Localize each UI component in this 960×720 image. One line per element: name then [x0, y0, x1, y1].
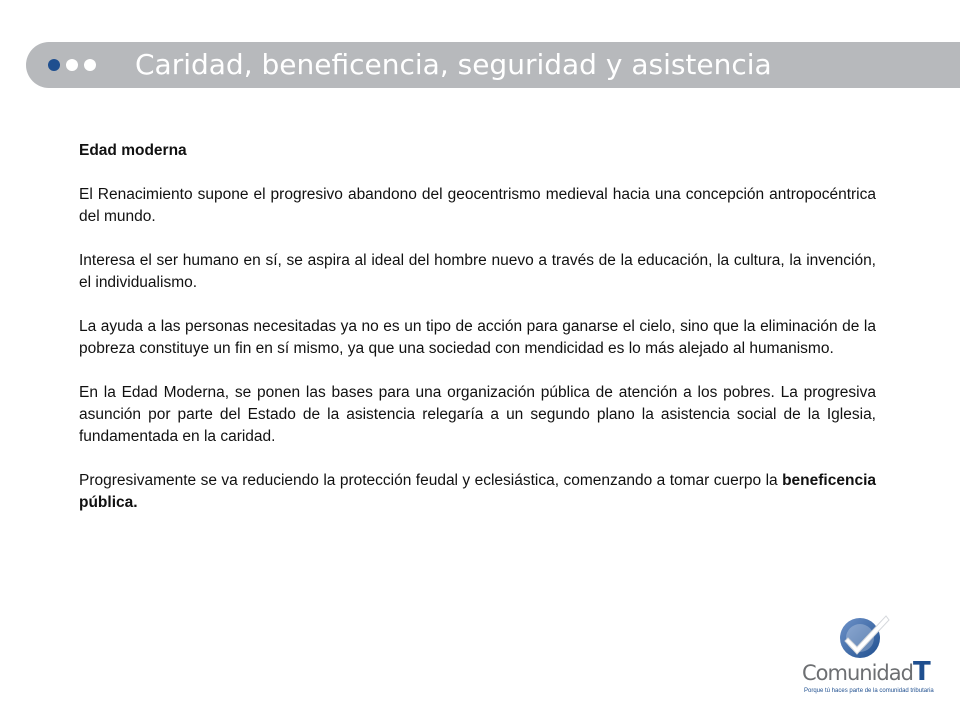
- dot-icon: [48, 59, 60, 71]
- paragraph-text: Progresivamente se va reduciendo la protección feudal y eclesiástica, comenzando a tomar cuerpo la: [79, 472, 778, 489]
- logo-tagline: Porque tú haces parte de la comunidad tributaria: [804, 688, 934, 694]
- page-title: Caridad, beneficencia, seguridad y asistencia: [135, 48, 772, 81]
- bold-phrase: beneficencia pública.: [79, 472, 876, 511]
- title-dots: [48, 59, 96, 71]
- paragraph: Interesa el ser humano en sí, se aspira al ideal del hombre nuevo a través de la educación, la cultura, la invención, el individualismo.: [79, 252, 876, 291]
- paragraph: En la Edad Moderna, se ponen las bases para una organización pública de atención a los pobres. La progresiva asunción por parte del Estado de la asistencia relegaría a un segundo plano la asistencia social de la Iglesia, fundamentada en la caridad.: [79, 384, 876, 445]
- logo-letter: T: [912, 657, 930, 687]
- section-heading: Edad moderna: [79, 142, 187, 159]
- checkmark-circle-icon: [836, 612, 892, 660]
- logo-word: Comunidad: [802, 661, 913, 685]
- logo-wordmark: [802, 657, 930, 687]
- slide-body: [79, 140, 876, 536]
- paragraph: La ayuda a las personas necesitadas ya no es un tipo de acción para ganarse el cielo, sino que la eliminación de la pobreza constituye un fin en sí mismo, ya que una sociedad con mendicidad es lo más alejado al humanismo.: [79, 318, 876, 357]
- dot-icon: [84, 59, 96, 71]
- dot-icon: [66, 59, 78, 71]
- paragraph: [79, 470, 876, 514]
- comunidadt-logo: [800, 612, 945, 704]
- paragraph: El Renacimiento supone el progresivo abandono del geocentrismo medieval hacia una concepción antropocéntrica del mundo.: [79, 186, 876, 225]
